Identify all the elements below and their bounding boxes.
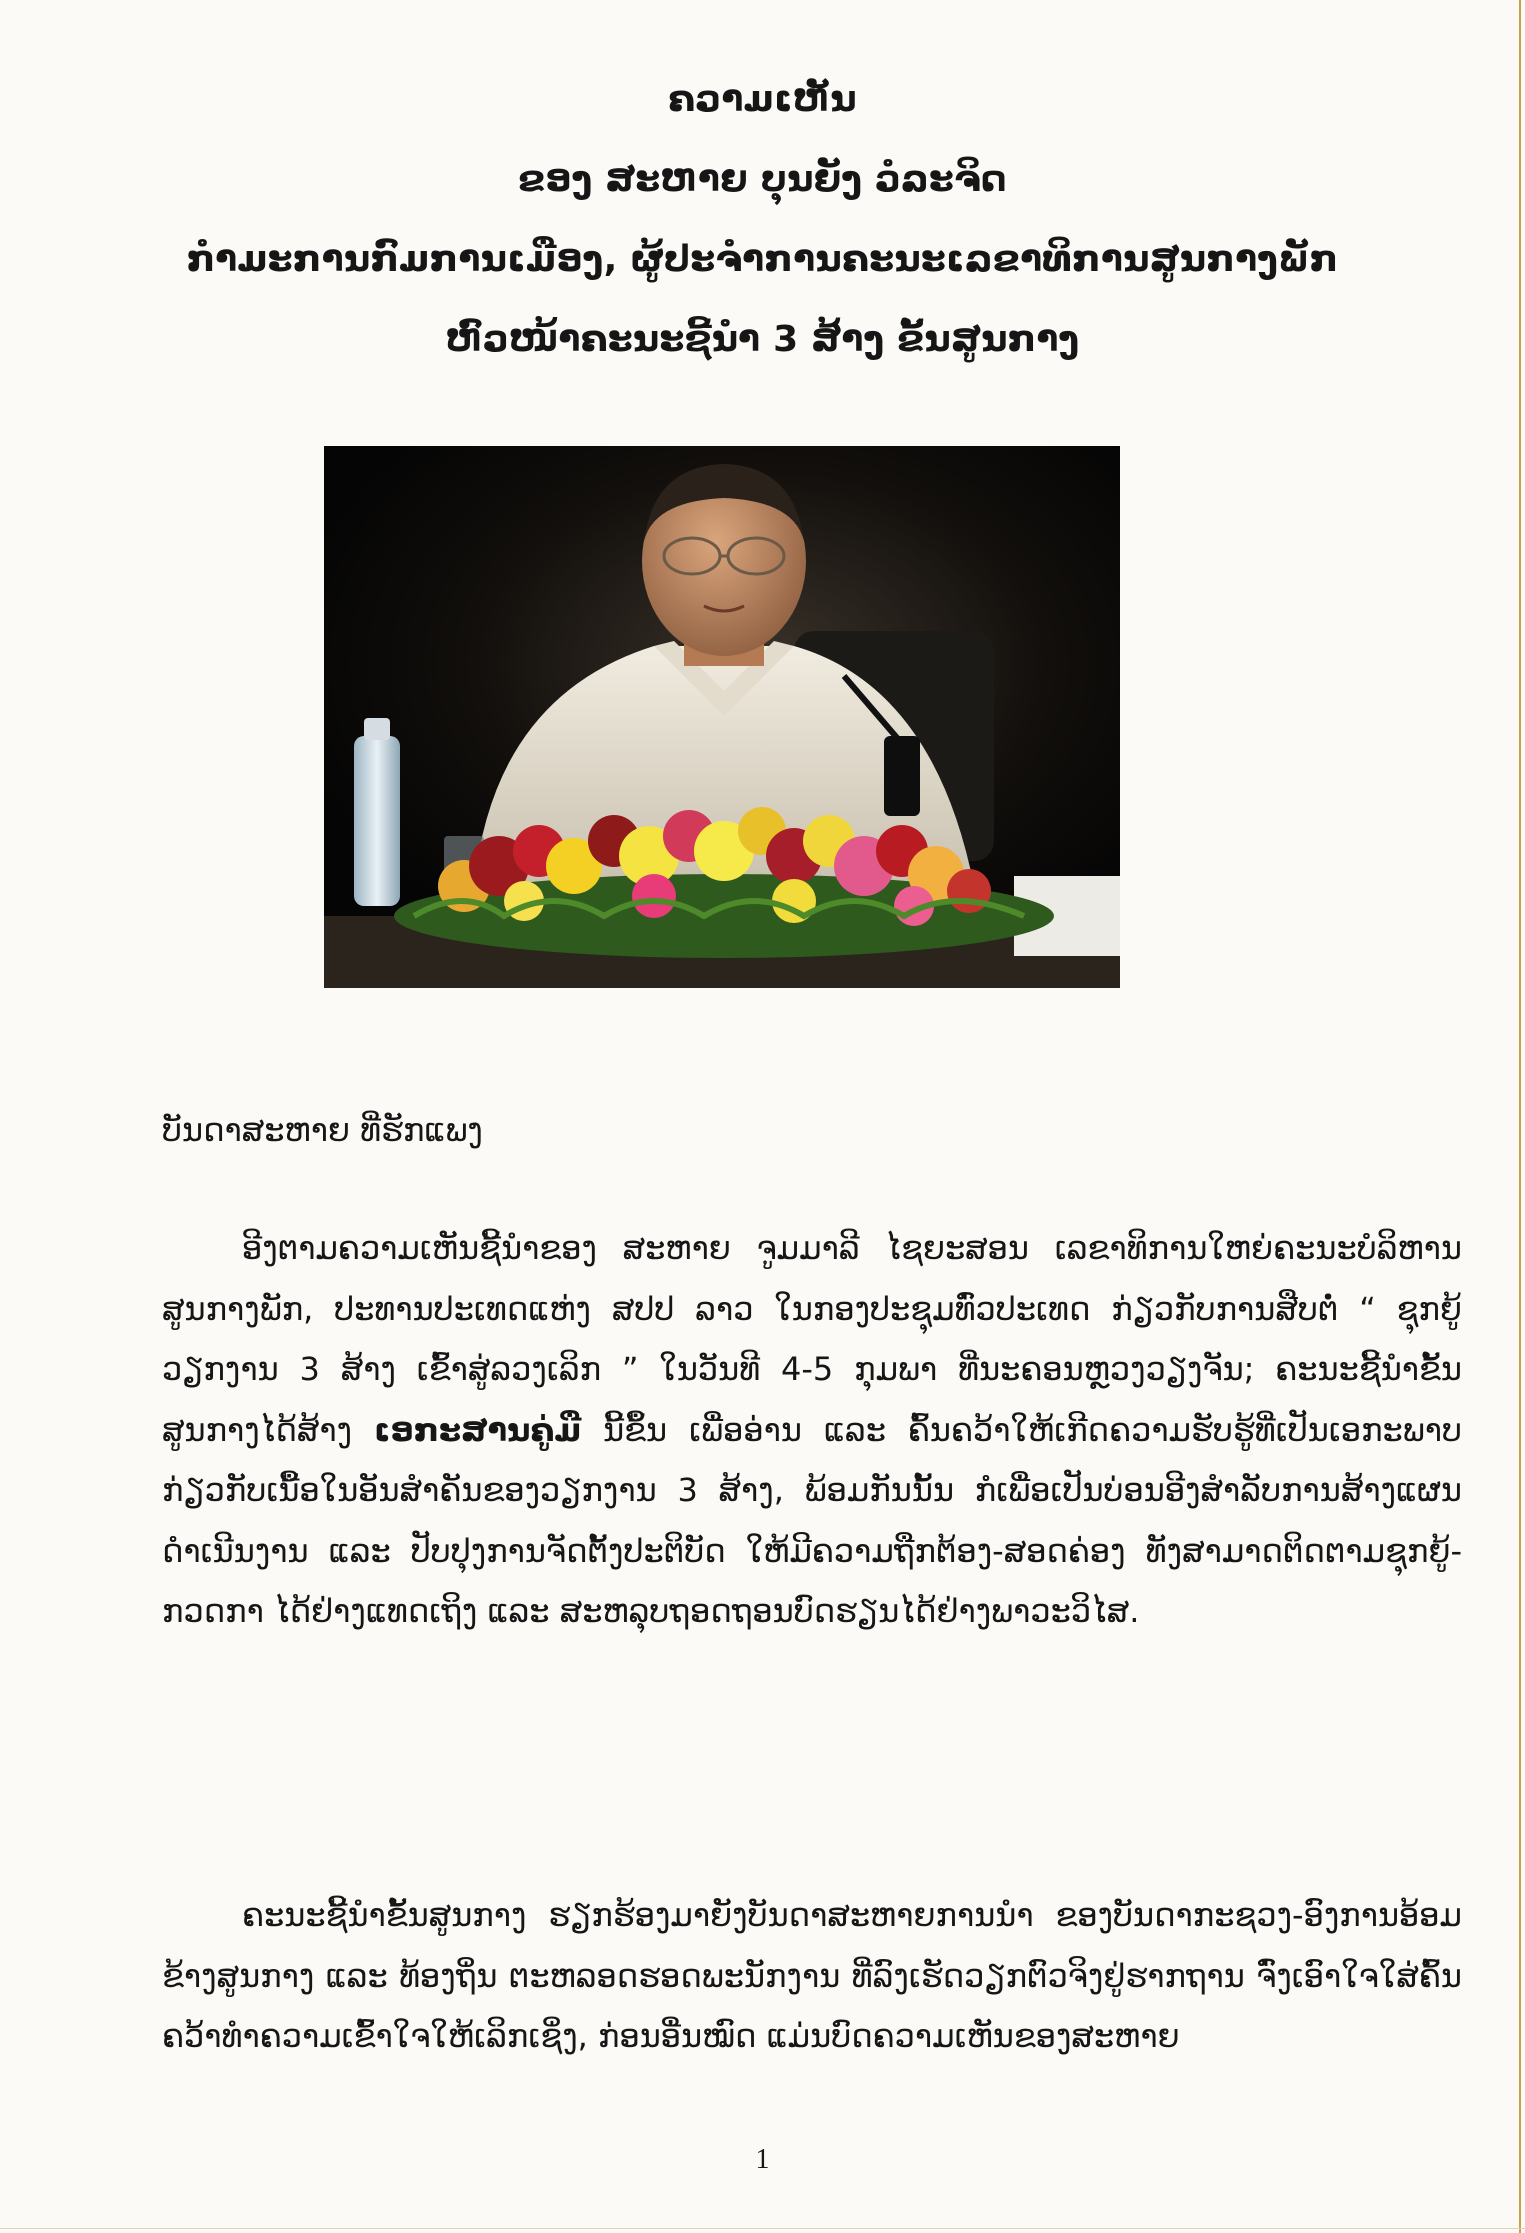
paragraph-1-bold-term: ເອກະສານຄູ່ມື <box>374 1410 582 1449</box>
greeting: ບັນດາສະຫາຍ ທີ່ຮັກແພງ <box>162 1111 483 1149</box>
body-paragraph-1 <box>162 1218 1462 1642</box>
title-speaker: ຂອງ ສະຫາຍ ບຸນຍັງ ວໍລະຈິດ <box>518 159 1007 200</box>
paragraph-1-text-start: ອີງຕາມຄວາມເຫັນຊີ້ນຳຂອງ ສະຫາຍ ຈູມມາລີ ໄຊຍະສອນ ເລຂາທິການໃຫຍ່ຄະນະບໍລິຫານສູນກາງພັກ, ປະທານປະເທດແຫ່ງ ສປປ ລາວ ໃນກອງປະຊຸມທົ່ວປະເທດ ກ່ຽວກັບການສືບຕໍ່ “ ຊຸກຍູ້ວຽກງານ 3 ສ້າງ ເຂົ້າສູ່ລວງເລິກ ” ໃນວັນທີ 4-5 ກຸມພາ ທີ່ນະຄອນຫຼວງວຽງຈັນ; ຄະນະຊີ້ນຳຂັ້ນສູນກາງໄດ້ສ້າງ <box>162 1229 1462 1449</box>
paragraph-1-text-end: ນີ້ຂຶ້ນ ເພື່ອອ່ານ ແລະ ຄົ້ນຄວ້າໃຫ້ເກີດຄວາມຮັບຮູ້ທີ່ເປັນເອກະພາບ ກ່ຽວກັບເນື້ອໃນອັນສຳຄັນຂອງວຽກງານ 3 ສ້າງ, ພ້ອມກັນນັ້ນ ກໍເພື່ອເປັນບ່ອນອີງສຳລັບການສ້າງແຜນດຳເນີນງານ ແລະ ປັບປຸງການຈັດຕັ້ງປະຕິບັດ ໃຫ້ມີຄວາມຖືກຕ້ອງ-ສອດຄ່ອງ ທັງສາມາດຕິດຕາມຊຸກຍູ້-ກວດກາ ໄດ້ຢ່າງແທດເຖິງ ແລະ ສະຫລຸບຖອດຖອນບົດຮຽນໄດ້ຢ່າງພາວະວິໄສ. <box>162 1410 1463 1630</box>
page-number: 1 <box>755 2144 770 2175</box>
page-bottom-edge <box>0 2228 1525 2229</box>
speaker-at-podium-photo <box>324 446 1120 988</box>
title-heading: ຄວາມເຫັນ <box>668 79 857 120</box>
title-position: ກຳມະການກົມການເມືອງ, ຜູ້ປະຈຳການຄະນະເລຂາທິການສູນກາງພັກ <box>186 239 1339 280</box>
title-block <box>0 80 1525 400</box>
title-role: ຫົວໜ້າຄະນະຊີ້ນຳ 3 ສ້າງ ຂັ້ນສູນກາງ <box>445 319 1080 360</box>
speaker-photo <box>324 446 1120 988</box>
body-paragraph-2: ຄະນະຊີ້ນຳຂັ້ນສູນກາງ ຮຽກຮ້ອງມາຍັງບັນດາສະຫາຍການນຳ ຂອງບັນດາກະຊວງ-ອົງການອ້ອມຂ້າງສູນກາງ ແລະ ທ້ອງຖິ່ນ ຕະຫລອດຮອດພະນັກງານ ທີ່ລົງເຮັດວຽກຕົວຈິງຢູ່ຮາກຖານ ຈົ່ງເອົາໃຈໃສ່ຄົ້ນຄວ້າທຳຄວາມເຂົ້າໃຈໃຫ້ເລິກເຊິ່ງ, ກ່ອນອື່ນໝົດ ແມ່ນບົດຄວາມເຫັນຂອງສະຫາຍ <box>162 1896 1462 2055</box>
